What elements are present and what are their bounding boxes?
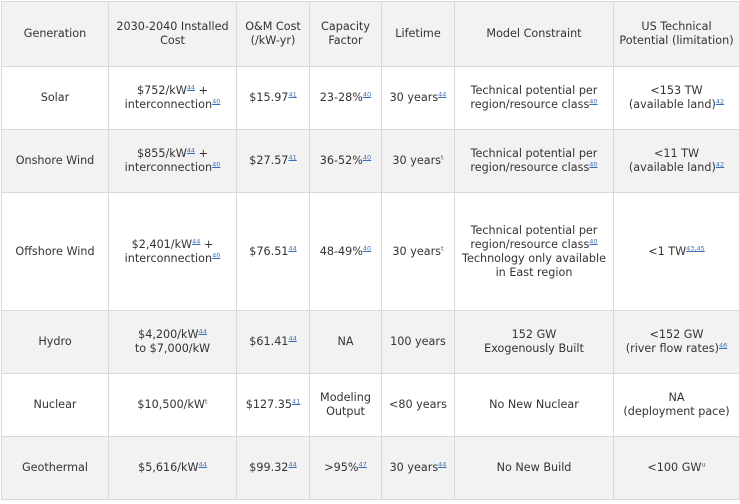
cost-line bbox=[113, 252, 232, 266]
cf-value-text: NA bbox=[337, 335, 354, 348]
header-om-cost: O&M Cost (/kW-yr) bbox=[237, 2, 310, 67]
constraint-line-text: No New Build bbox=[496, 461, 572, 474]
generation-cell: Offshore Wind bbox=[2, 193, 109, 311]
footnote-link[interactable]: 47 bbox=[358, 460, 367, 469]
cf-value bbox=[324, 461, 367, 474]
cost-line-text: interconnection bbox=[124, 161, 213, 174]
constraint-line bbox=[459, 224, 609, 238]
constraint-line-text: Technical potential per bbox=[470, 223, 598, 237]
constraint-line-text: Technical potential per bbox=[470, 147, 598, 160]
cost-line-tail: + bbox=[200, 237, 214, 251]
footnote-ref[interactable] bbox=[288, 460, 296, 468]
om-value-text: $61.41 bbox=[249, 335, 289, 348]
lifetime-value bbox=[390, 335, 446, 348]
cf-value bbox=[320, 245, 371, 258]
lifetime-value-text: 30 years bbox=[389, 91, 439, 104]
om-value bbox=[249, 461, 296, 474]
cost-line-text: $752/kW bbox=[137, 84, 187, 97]
footnote-link[interactable]: 40 bbox=[589, 97, 598, 106]
header-model-constraint: Model Constraint bbox=[455, 2, 614, 67]
footnote-ref[interactable] bbox=[589, 237, 597, 245]
cf-value-text: 23-28% bbox=[319, 91, 363, 104]
cost-line bbox=[113, 461, 232, 475]
generation-cell: Nuclear bbox=[2, 374, 109, 437]
potential-line bbox=[618, 245, 735, 259]
cost-line bbox=[113, 328, 232, 342]
potential-line-text: (available land) bbox=[628, 98, 716, 111]
capacity-factor-cell bbox=[310, 374, 382, 437]
footnote-link[interactable]: 46 bbox=[718, 341, 728, 350]
cost-line bbox=[113, 398, 232, 412]
om-cost-cell bbox=[237, 67, 310, 130]
potential-line bbox=[618, 391, 735, 405]
footnote-link[interactable]: 44 bbox=[438, 90, 447, 99]
cost-line-tail: + bbox=[195, 84, 208, 97]
cf-value-text: 36-52% bbox=[319, 154, 363, 167]
cost-line-text: $5,616/kW bbox=[138, 461, 199, 474]
data-table-container bbox=[1, 1, 739, 502]
footnote-link[interactable]: 40 bbox=[362, 153, 372, 162]
installed-cost-cell bbox=[109, 193, 237, 311]
constraint-line bbox=[459, 98, 609, 112]
footnote-ref[interactable] bbox=[363, 244, 371, 252]
potential-line-text: <11 TW bbox=[653, 147, 700, 160]
installed-cost-cell bbox=[109, 130, 237, 193]
footnote-ref[interactable] bbox=[438, 90, 446, 98]
cf-value-line bbox=[314, 391, 377, 405]
installed-cost-cell bbox=[109, 67, 237, 130]
cost-line-tail: + bbox=[195, 147, 208, 160]
capacity-factor-cell bbox=[310, 130, 382, 193]
cf-value bbox=[337, 335, 353, 348]
constraint-line bbox=[459, 161, 609, 175]
footnote-ref[interactable] bbox=[438, 460, 446, 468]
footnote-link[interactable]: 44 bbox=[192, 236, 201, 245]
constraint-line-text: region/resource class bbox=[470, 237, 590, 251]
om-cost-cell bbox=[237, 374, 310, 437]
lifetime-value bbox=[390, 91, 447, 104]
footnote-mark: t bbox=[441, 243, 444, 252]
potential-line bbox=[618, 461, 735, 475]
footnote-link[interactable]: 42 bbox=[715, 160, 725, 169]
lifetime-cell bbox=[382, 437, 455, 500]
cf-value bbox=[320, 91, 371, 104]
constraint-line-text: region/resource class bbox=[470, 98, 590, 111]
lifetime-cell bbox=[382, 311, 455, 374]
footnote-link[interactable]: 42 bbox=[715, 97, 725, 106]
constraint-line-text: Exogenously Built bbox=[484, 342, 584, 355]
footnote-link[interactable]: 44 bbox=[438, 460, 447, 469]
constraint-line bbox=[459, 238, 609, 252]
om-value-text: $76.51 bbox=[249, 244, 289, 258]
header-generation: Generation bbox=[2, 2, 109, 67]
cost-line-text: to $7,000/kW bbox=[134, 342, 211, 355]
us-potential-cell bbox=[614, 311, 740, 374]
footnote-ref[interactable] bbox=[199, 460, 207, 468]
model-constraint-cell bbox=[455, 67, 614, 130]
constraint-line bbox=[459, 328, 609, 342]
lifetime-cell bbox=[382, 130, 455, 193]
generation-cell: Geothermal bbox=[2, 437, 109, 500]
footnote-mark: t bbox=[441, 153, 444, 162]
potential-line-text: <153 TW bbox=[650, 84, 703, 97]
header-lifetime: Lifetime bbox=[382, 2, 455, 67]
header-us-potential: US Technical Potential (limitation) bbox=[614, 2, 740, 67]
constraint-line-text: region/resource class bbox=[470, 161, 590, 174]
constraint-line bbox=[459, 84, 609, 98]
model-constraint-cell bbox=[455, 311, 614, 374]
potential-line-text: NA bbox=[668, 391, 685, 404]
om-value bbox=[249, 154, 296, 167]
footnote-ref[interactable] bbox=[686, 244, 705, 252]
potential-line-text: <100 GW bbox=[647, 461, 702, 474]
installed-cost-cell bbox=[109, 311, 237, 374]
footnote-ref[interactable] bbox=[187, 83, 195, 91]
om-value-text: $127.35 bbox=[245, 398, 292, 411]
lifetime-cell bbox=[382, 374, 455, 437]
constraint-line-text: in East region bbox=[495, 265, 573, 279]
footnote-link[interactable]: 41 bbox=[291, 397, 301, 406]
table-row bbox=[2, 193, 740, 311]
capacity-factor-cell bbox=[310, 311, 382, 374]
lifetime-value bbox=[389, 398, 447, 411]
potential-line bbox=[618, 328, 735, 342]
footnote-link[interactable]: 40 bbox=[212, 160, 221, 169]
footnote-ref[interactable] bbox=[719, 341, 727, 349]
footnote-link[interactable]: 44 bbox=[288, 334, 297, 343]
constraint-line bbox=[459, 252, 609, 266]
lifetime-value-text: 30 years bbox=[392, 154, 442, 167]
footnote-link[interactable]: 40 bbox=[589, 236, 598, 245]
footnote-mark: u bbox=[701, 460, 706, 469]
cf-value-line-text: Output bbox=[326, 405, 365, 418]
footnote-link[interactable]: 44 bbox=[198, 460, 207, 469]
us-potential-cell bbox=[614, 193, 740, 311]
footnote-link[interactable]: 40 bbox=[362, 90, 372, 99]
lifetime-value bbox=[392, 154, 443, 167]
header-capacity-factor: Capacity Factor bbox=[310, 2, 382, 67]
constraint-line-text: No New Nuclear bbox=[489, 398, 579, 411]
lifetime-cell bbox=[382, 193, 455, 311]
generation-cost-table bbox=[1, 1, 740, 500]
om-value bbox=[249, 245, 296, 258]
footnote-ref[interactable] bbox=[358, 460, 366, 468]
model-constraint-cell bbox=[455, 193, 614, 311]
potential-line-text: <152 GW bbox=[649, 328, 704, 341]
potential-line bbox=[618, 84, 735, 98]
om-value bbox=[246, 398, 301, 411]
lifetime-cell bbox=[382, 67, 455, 130]
footnote-link[interactable]: 44 bbox=[198, 327, 207, 336]
constraint-line-text: Technical potential per bbox=[470, 84, 598, 97]
footnote-ref[interactable] bbox=[288, 90, 296, 98]
potential-line bbox=[618, 147, 735, 161]
cf-value bbox=[320, 154, 371, 167]
om-value bbox=[249, 91, 296, 104]
cf-value-text: >95% bbox=[324, 461, 359, 474]
cost-line bbox=[113, 161, 232, 175]
table-row bbox=[2, 130, 740, 193]
cost-line bbox=[113, 342, 232, 356]
lifetime-value-text: <80 years bbox=[389, 398, 447, 411]
lifetime-value-text: 30 years bbox=[389, 461, 439, 474]
footnote-ref[interactable] bbox=[716, 160, 724, 168]
potential-line bbox=[618, 342, 735, 356]
generation-cell: Solar bbox=[2, 67, 109, 130]
footnote-link[interactable]: 44 bbox=[288, 243, 297, 252]
cost-line-text: $10,500/kW bbox=[137, 398, 205, 411]
potential-line-text: (river flow rates) bbox=[625, 342, 719, 355]
table-row bbox=[2, 67, 740, 130]
footnote-ref[interactable] bbox=[288, 153, 296, 161]
om-cost-cell bbox=[237, 311, 310, 374]
potential-line-text: (deployment pace) bbox=[623, 405, 730, 418]
footnote-ref[interactable] bbox=[363, 153, 371, 161]
footnote-ref[interactable] bbox=[288, 244, 296, 252]
footnote-ref[interactable] bbox=[288, 334, 296, 342]
footnote-link[interactable]: 43,45 bbox=[686, 243, 705, 252]
om-cost-cell bbox=[237, 193, 310, 311]
constraint-line-text: 152 GW bbox=[511, 328, 557, 341]
capacity-factor-cell bbox=[310, 193, 382, 311]
om-cost-cell bbox=[237, 437, 310, 500]
model-constraint-cell bbox=[455, 130, 614, 193]
cost-line bbox=[113, 98, 232, 112]
om-value-text: $99.32 bbox=[249, 461, 289, 474]
footnote-ref[interactable] bbox=[212, 251, 220, 259]
constraint-line bbox=[459, 147, 609, 161]
cost-line bbox=[113, 84, 232, 98]
cost-line bbox=[113, 238, 232, 252]
us-potential-cell bbox=[614, 374, 740, 437]
constraint-line-text: Technology only available bbox=[462, 251, 606, 265]
cost-line-text: $2,401/kW bbox=[131, 237, 193, 251]
header-installed-cost: 2030-2040 Installed Cost bbox=[109, 2, 237, 67]
constraint-line bbox=[459, 461, 609, 475]
footnote-link[interactable]: 40 bbox=[362, 243, 372, 252]
table-row bbox=[2, 437, 740, 500]
installed-cost-cell bbox=[109, 374, 237, 437]
cf-value-text: 48-49% bbox=[319, 244, 363, 258]
cost-line-text: $855/kW bbox=[137, 147, 187, 160]
cost-line-text: $4,200/kW bbox=[138, 328, 199, 341]
footnote-link[interactable]: 44 bbox=[186, 146, 196, 155]
lifetime-value-text: 30 years bbox=[392, 244, 442, 258]
constraint-line bbox=[459, 266, 609, 280]
om-cost-cell bbox=[237, 130, 310, 193]
cost-line bbox=[113, 147, 232, 161]
table-row bbox=[2, 311, 740, 374]
footnote-ref[interactable] bbox=[589, 160, 597, 168]
lifetime-value bbox=[390, 461, 447, 474]
potential-line-text: (available land) bbox=[628, 161, 716, 174]
om-value bbox=[249, 335, 296, 348]
constraint-line bbox=[459, 398, 609, 412]
header-row bbox=[2, 2, 740, 67]
us-potential-cell bbox=[614, 437, 740, 500]
lifetime-value bbox=[392, 245, 443, 258]
table-row bbox=[2, 374, 740, 437]
us-potential-cell bbox=[614, 67, 740, 130]
generation-cell: Hydro bbox=[2, 311, 109, 374]
capacity-factor-cell bbox=[310, 437, 382, 500]
potential-line bbox=[618, 405, 735, 419]
cost-line-text: interconnection bbox=[124, 251, 213, 265]
capacity-factor-cell bbox=[310, 67, 382, 130]
installed-cost-cell bbox=[109, 437, 237, 500]
footnote-ref[interactable] bbox=[589, 97, 597, 105]
om-value-text: $15.97 bbox=[249, 91, 289, 104]
cf-value-line bbox=[314, 405, 377, 419]
footnote-link[interactable]: 44 bbox=[288, 460, 297, 469]
footnote-ref[interactable] bbox=[187, 146, 195, 154]
potential-line-text: <1 TW bbox=[648, 244, 687, 258]
model-constraint-cell bbox=[455, 374, 614, 437]
potential-line bbox=[618, 98, 735, 112]
model-constraint-cell bbox=[455, 437, 614, 500]
footnote-link[interactable]: 40 bbox=[212, 250, 221, 259]
footnote-ref[interactable] bbox=[363, 90, 371, 98]
cost-line-text: interconnection bbox=[124, 98, 213, 111]
constraint-line bbox=[459, 342, 609, 356]
footnote-link[interactable]: 40 bbox=[589, 160, 598, 169]
footnote-mark: t bbox=[205, 397, 208, 406]
om-value-text: $27.57 bbox=[249, 154, 289, 167]
cf-value-line-text: Modeling bbox=[320, 391, 371, 404]
us-potential-cell bbox=[614, 130, 740, 193]
footnote-link[interactable]: 44 bbox=[186, 83, 196, 92]
footnote-ref[interactable] bbox=[212, 160, 220, 168]
footnote-ref[interactable] bbox=[292, 397, 300, 405]
footnote-ref[interactable] bbox=[212, 97, 220, 105]
footnote-link[interactable]: 41 bbox=[288, 153, 297, 162]
footnote-link[interactable]: 40 bbox=[212, 97, 221, 106]
footnote-ref[interactable] bbox=[716, 97, 724, 105]
generation-cell: Onshore Wind bbox=[2, 130, 109, 193]
lifetime-value-text: 100 years bbox=[390, 335, 446, 348]
footnote-ref[interactable] bbox=[199, 327, 207, 335]
potential-line bbox=[618, 161, 735, 175]
footnote-link[interactable]: 41 bbox=[288, 90, 297, 99]
